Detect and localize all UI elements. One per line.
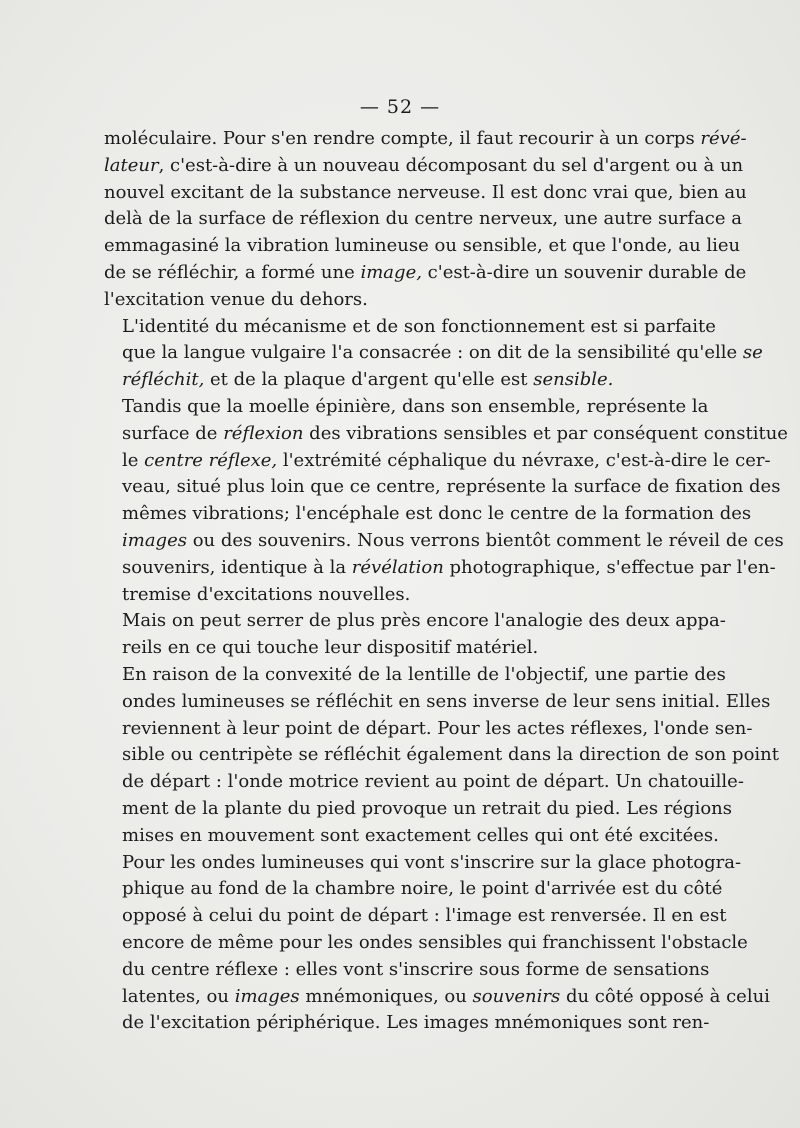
paragraph-3 <box>104 394 788 608</box>
text-line: réfléchit, et de la plaque d'argent qu'elle est sensible. <box>122 369 614 391</box>
text-line: Pour les ondes lumineuses qui vont s'inscrire sur la glace photogra- <box>122 851 742 873</box>
text-line: emmagasiné la vibration lumineuse ou sensible, et que l'onde, au lieu <box>104 235 741 257</box>
italic-term: réflexion <box>223 422 304 444</box>
text-line: mises en mouvement sont exactement celles qui ont été excitées. <box>122 824 719 846</box>
paragraph-2 <box>104 314 763 394</box>
text-line: reils en ce qui touche leur dispositif matériel. <box>122 637 539 659</box>
text-line: ment de la plante du pied provoque un retrait du pied. Les régions <box>122 797 733 819</box>
italic-term: lateur <box>104 154 159 176</box>
text-line: de départ : l'onde motrice revient au point de départ. Un chatouille- <box>122 771 744 793</box>
italic-term: centre réflexe, <box>144 449 278 471</box>
text-line: Tandis que la moelle épinière, dans son ensemble, représente la <box>122 395 709 417</box>
text-line: encore de même pour les ondes sensibles qui franchissent l'obstacle <box>122 931 748 953</box>
text-line: nouvel excitant de la substance nerveuse. Il est donc vrai que, bien au <box>104 181 747 203</box>
text-line: l'excitation venue du dehors. <box>104 288 368 310</box>
italic-term: images <box>122 529 187 551</box>
paragraph-1 <box>104 126 747 314</box>
text-line: du centre réflexe : elles vont s'inscrire sous forme de sensations <box>122 958 710 980</box>
paragraph-4 <box>104 608 726 662</box>
text-line: images ou des souvenirs. Nous verrons bientôt comment le réveil de ces <box>122 529 784 551</box>
text-line: souvenirs, identique à la révélation photographique, s'effectue par l'en- <box>122 556 776 578</box>
text-line: delà de la surface de réflexion du centre nerveux, une autre surface a <box>104 208 742 230</box>
italic-term: réfléchit, <box>122 369 205 391</box>
italic-term: image, <box>360 261 422 283</box>
text-line: Mais on peut serrer de plus près encore l'analogie des deux appa- <box>122 610 726 632</box>
body-text <box>104 126 788 1037</box>
text-line: L'identité du mécanisme et de son fonctionnement est si parfaite <box>122 315 716 337</box>
text-line: de se réfléchir, a formé une image, c'est-à-dire un souvenir durable de <box>104 261 747 283</box>
text-line: opposé à celui du point de départ : l'image est renversée. Il en est <box>122 905 727 927</box>
italic-term: révé- <box>700 128 747 149</box>
text-line: mêmes vibrations; l'encéphale est donc le centre de la formation des <box>122 503 752 525</box>
italic-term: révélation <box>351 556 444 578</box>
text-line: le centre réflexe, l'extrémité céphalique du névraxe, c'est-à-dire le cer- <box>122 449 771 471</box>
text-line: reviennent à leur point de départ. Pour les actes réflexes, l'onde sen- <box>122 717 753 739</box>
text-line: latentes, ou images mnémoniques, ou souvenirs du côté opposé à celui <box>122 985 770 1007</box>
italic-term: sensible. <box>533 369 614 391</box>
italic-term: images <box>234 985 300 1007</box>
text-line: surface de réflexion des vibrations sensibles et par conséquent constitue <box>122 422 788 444</box>
text-line: En raison de la convexité de la lentille de l'objectif, une partie des <box>122 663 726 685</box>
text-line: ondes lumineuses se réfléchit en sens inverse de leur sens initial. Elles <box>122 690 771 712</box>
text-line: moléculaire. Pour s'en rendre compte, il faut recourir à un corps révé- <box>104 128 747 149</box>
italic-term: se <box>742 342 763 364</box>
text-line: veau, situé plus loin que ce centre, représente la surface de fixation des <box>122 476 781 498</box>
paragraph-6 <box>104 850 770 1038</box>
text-line: phique au fond de la chambre noire, le point d'arrivée est du côté <box>122 878 723 900</box>
text-line: tremise d'excitations nouvelles. <box>122 583 411 605</box>
text-line: lateur, c'est-à-dire à un nouveau décomposant du sel d'argent ou à un <box>104 154 744 176</box>
text-line: que la langue vulgaire l'a consacrée : on dit de la sensibilité qu'elle se <box>122 342 763 364</box>
page-number: — 52 — <box>359 96 441 118</box>
paragraph-5 <box>104 662 779 850</box>
italic-term: souvenirs <box>472 985 561 1007</box>
text-line: sible ou centripète se réfléchit également dans la direction de son point <box>122 744 779 766</box>
text-line: de l'excitation périphérique. Les images mnémoniques sont ren- <box>122 1012 710 1034</box>
